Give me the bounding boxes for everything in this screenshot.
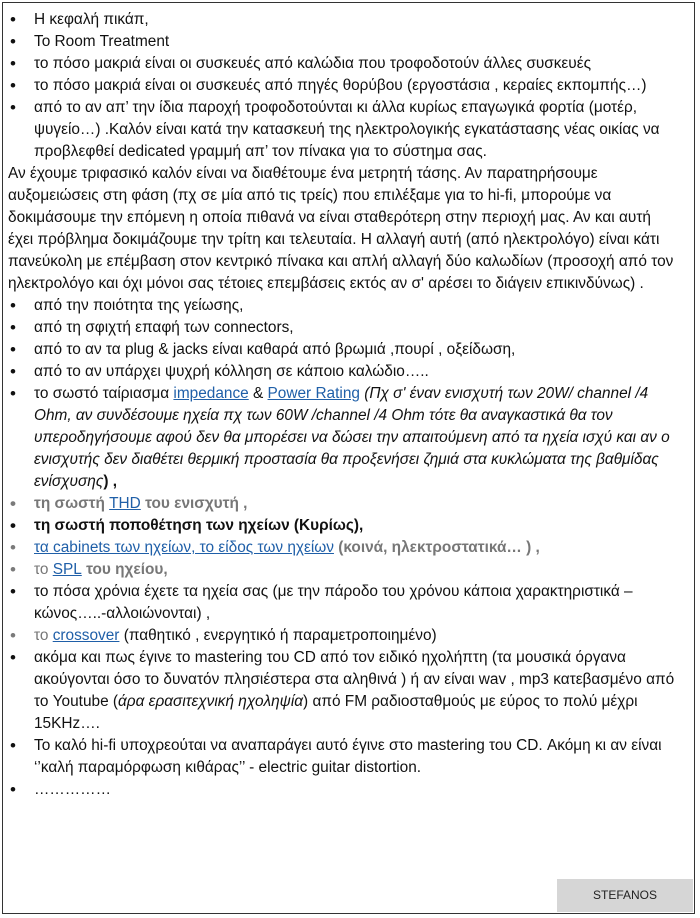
placement-item: • τη σωστή ποποθέτηση των ηχείων (Κυρίως), [8, 515, 680, 537]
list-item: • το πόσο μακριά είναι οι συσκευές από καλώδια που τροφοδοτούν άλλες συσκευές [8, 53, 680, 75]
dots-item: • …………… [8, 779, 680, 801]
crossover-suffix: (παθητικό , ενεργητικό ή παραμετροποιημένο) [119, 627, 437, 644]
spl-item [8, 559, 680, 581]
list-item: • Η κεφαλή πικάπ, [8, 9, 680, 31]
crossover-link[interactable]: crossover [52, 627, 120, 644]
cabinets-link[interactable]: τα cabinets των ηχείων, το είδος των ηχείων [34, 539, 334, 556]
spl-suffix: του ηχείου, [81, 561, 168, 578]
amp-separator: & [248, 385, 268, 402]
list-item: • από την ποιότητα της γείωσης, [8, 295, 680, 317]
signature-box: STEFANOS [557, 879, 693, 912]
mastering-item [8, 647, 680, 735]
spl-link[interactable]: SPL [52, 561, 82, 578]
mastering-italic: άρα ερασιτεχνική ηχοληψία [118, 693, 304, 710]
list-item: • από το αν υπάρχει ψυχρή κόλληση σε κάποιο καλώδιο….. [8, 361, 680, 383]
crossover-item [8, 625, 680, 647]
spl-prefix: το [34, 561, 53, 578]
list-item: • το πόσο μακριά είναι οι συσκευές από πηγές θορύβου (εργοστάσια , κεραίες εκπομπής…) [8, 75, 680, 97]
factor-list-a [8, 9, 680, 163]
thd-link[interactable]: THD [109, 495, 141, 512]
impedance-example: (Πχ σ' έναν ενισχυτή των 20W/ channel /4 Ohm, αν συνδέσουμε ηχεία πχ των 60W /channel /4 Ohm τότε θα αναγκαστικά θα τον υπεροδηγήσουμε αφού δεν θα μπορέσει να δώσει την απαιτούμενη από τα ηχεία ισχύ και αν ο ενισχυτής δεν διαθέτει θερμική προστασία θα προξενήσει ζημιά στα κυκλώματα της βαθμίδας ενίσχυσης [34, 385, 670, 490]
hifi-item: • Το καλό hi-fi υποχρεούται να αναπαράγει αυτό έγινε στο mastering του CD. Ακόμη κι αν είναι ‘’καλή παραμόρφωση κιθάρας’’ - electric guitar distortion. [8, 735, 680, 779]
cabinets-suffix: (κοινά, ηλεκτροστατικά… ) , [333, 539, 540, 556]
three-phase-paragraph: Αν έχουμε τριφασικό καλόν είναι να διαθέτουμε ένα μετρητή τάσης. Αν παρατηρήσουμε αυξομειώσεις στη φάση (πχ σε μία από τις τρείς) που επιλέξαμε για το hi-fi, μπορούμε να δοκιμάσουμε την επόμενη η οποία πιθανά να είναι σταθερότερη στην περιοχή μας. Αν και αυτή έχει πρόβλημα δοκιμάζουμε την τρίτη και τελευταία. Η αλλαγή αυτή (από ηλεκτρολόγο) είναι κάτι πανεύκολη με επέμβαση στον κεντρικό πίνακα και απλή αλλαγή δύο καλωδίων (προσοχή από τον ηλεκτρολόγο και όχι μόνοι σας τέτοιες επεμβάσεις εκτός αν σ' αρέσει το διάγειν επικινδύνως) . [8, 165, 674, 292]
cabinets-item [8, 537, 680, 559]
list-item: • από το αν τα plug & jacks είναι καθαρά από βρωμιά ,πουρί , οξείδωση, [8, 339, 680, 361]
list-item: • από το αν απ’ την ίδια παροχή τροφοδοτούνται κι άλλα κυρίως επαγωγικά φορτία (μοτέρ, ψυγείο…) .Καλόν είναι κατά την κατασκευή της ηλεκτρολογικής εγκατάστασης νέας οικίας να προβλεφθεί dedicated γραμμή απ’ τον πίνακα για το σύστημα σας. [8, 97, 680, 163]
impedance-suffix: ) , [103, 473, 118, 490]
impedance-item [8, 383, 680, 493]
list-item: • Το Room Treatment [8, 31, 680, 53]
thd-suffix: του ενισχυτή , [140, 495, 248, 512]
mastering-suffix: ) από FM ραδιοσταθμούς με εύρος το πολύ μέχρι 15KHz…. [34, 693, 638, 732]
crossover-prefix: το [34, 627, 53, 644]
power-rating-link[interactable]: Power Rating [267, 385, 360, 402]
thd-item [8, 493, 680, 515]
impedance-prefix: το σωστό ταίριασμα [34, 385, 174, 402]
thd-prefix: τη σωστή [34, 495, 110, 512]
document-body [8, 9, 680, 801]
years-item: • το πόσα χρόνια έχετε τα ηχεία σας (με την πάροδο του χρόνου κάποια χαρακτηριστικά – κώνος…..-αλλοιώνονται) , [8, 581, 680, 625]
list-item: • από τη σφιχτή επαφή των connectors, [8, 317, 680, 339]
factor-list-b [8, 295, 680, 801]
mastering-prefix: ακόμα και πως έγινε το mastering του CD από τον ειδικό ηχολήπτη (τα μουσικά όργανα ακούγονται όσο το δυνατόν πλησιέστερα στα αληθινά ) ή αν είναι wav , mp3 κατεβασμένο από το Youtube ( [34, 649, 675, 710]
impedance-link[interactable]: impedance [173, 385, 249, 402]
